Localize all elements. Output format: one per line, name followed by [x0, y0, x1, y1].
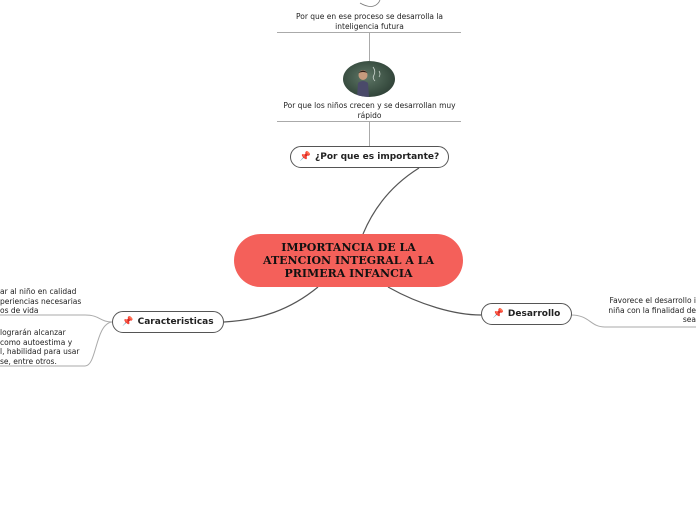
node-desarrollo[interactable]	[481, 303, 572, 325]
connector-vertical	[369, 33, 370, 61]
note-autoestima: lograrán alcanzar como autoestima y l, habilidad para usar se, entre otros.	[0, 328, 80, 366]
note-crecen-rapido: Por que los niños crecen y se desarrollan muy rápido	[283, 101, 456, 120]
note-favorece-desarrollo: Favorece el desarrollo i niña con la finalidad de sea	[608, 296, 696, 324]
node-label: ¿Por que es importante?	[315, 152, 440, 162]
pin-icon: 📌	[122, 317, 134, 327]
node-caracteristicas[interactable]	[112, 311, 224, 333]
central-topic-title: IMPORTANCIA DE LA ATENCION INTEGRAL A LA PRIMERA INFANCIA	[263, 241, 434, 280]
pin-icon: 📌	[299, 152, 311, 162]
pin-icon: 📌	[492, 309, 504, 319]
node-por-que-es-importante[interactable]	[290, 146, 449, 168]
connector-vertical	[369, 122, 370, 146]
child-photo	[343, 61, 395, 97]
node-label: Desarrollo	[507, 309, 561, 319]
note-inteligencia-futura: Por que en ese proceso se desarrolla la inteligencia futura	[295, 12, 444, 31]
node-label: Caracteristicas	[137, 317, 214, 327]
note-calidad-experiencias: ar al niño en calidad periencias necesarias os de vida	[0, 287, 82, 315]
central-topic[interactable]	[234, 234, 463, 287]
